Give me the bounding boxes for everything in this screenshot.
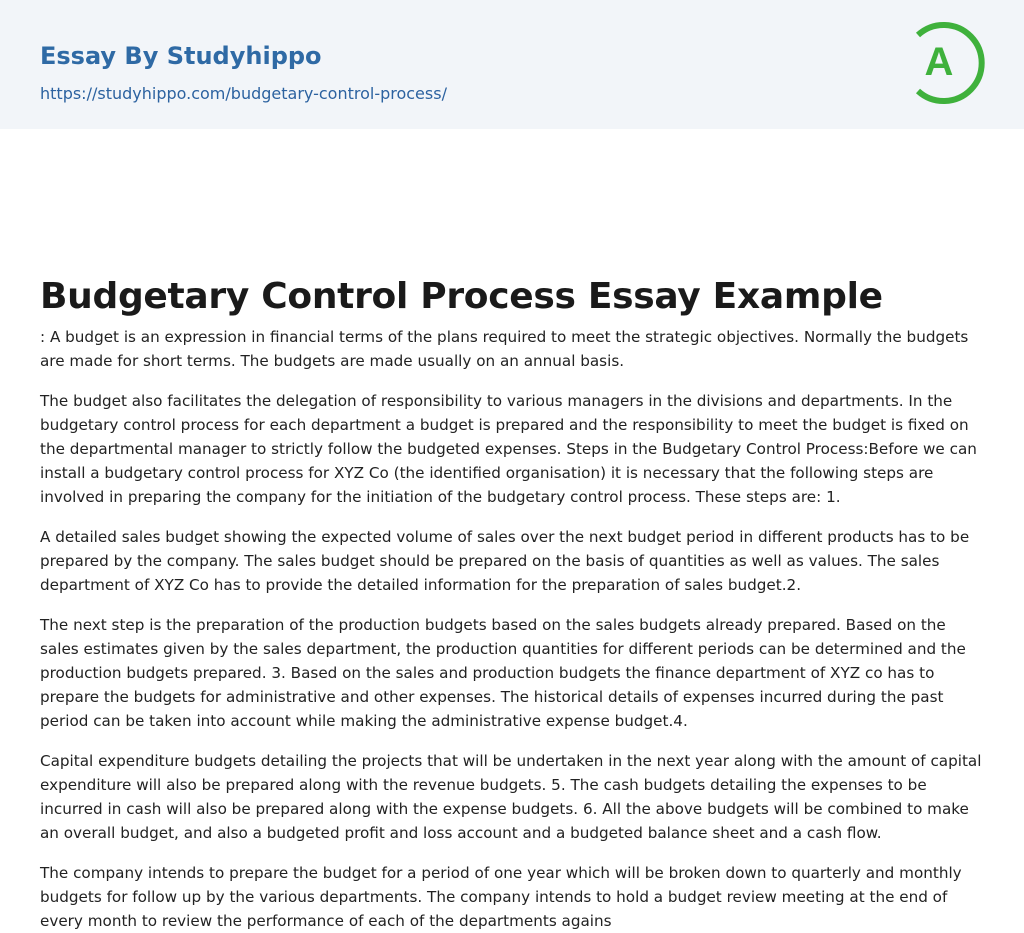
essay-paragraph: Capital expenditure budgets detailing the projects that will be undertaken in the next year along with the amount of capital expenditure will also be prepared along with the revenue budgets. 5. The cash budgets detailing the expenses to be incurred in cash will also be prepared along with the expense budgets. 6. All the above budgets will be combined to make an overall budget, and also a budgeted profit and loss account and a budgeted balance sheet and a cash flow. — [40, 752, 982, 842]
site-header — [0, 0, 1024, 129]
essay-paragraph: The company intends to prepare the budget for a period of one year which will be broken down to quarterly and monthly budgets for follow up by the various departments. The company intends to hold a budget review meeting at the end of every month to review the performance of each of the departments agains — [40, 864, 962, 930]
essay-paragraph: : A budget is an expression in financial terms of the plans required to meet the strategic objectives. Normally the budgets are made for short terms. The budgets are made usually on an annual basis. — [40, 328, 969, 370]
essay-body — [40, 325, 984, 933]
page-url-link[interactable]: https://studyhippo.com/budgetary-control-process/ — [40, 84, 447, 103]
brand-title[interactable]: Essay By Studyhippo — [40, 42, 322, 70]
logo-letter: A — [924, 40, 954, 84]
essay-paragraph: The next step is the preparation of the production budgets based on the sales budgets already prepared. Based on the sales estimates given by the sales department, the production quantities for different periods can be determined and the production budgets prepared. 3. Based on the sales and production budgets the finance department of XYZ co has to prepare the budgets for administrative and other expenses. The historical details of expenses incurred during the past period can be taken into account while making the administrative expense budget.4. — [40, 616, 966, 730]
essay-paragraph: The budget also facilitates the delegation of responsibility to various managers in the divisions and departments. In the budgetary control process for each department a budget is prepared and the responsibility to meet the budget is fixed on the departmental manager to strictly follow the budgeted expenses. Steps in the Budgetary Control Process:Before we can install a budgetary control process for XYZ Co (the identified organisation) it is necessary that the following steps are involved in preparing the company for the initiation of the budgetary control process. These steps are: 1. — [40, 392, 977, 506]
article — [0, 129, 1024, 933]
essay-paragraph: A detailed sales budget showing the expected volume of sales over the next budget period in different products has to be prepared by the company. The sales budget should be prepared on the basis of quantities as well as values. The sales department of XYZ Co has to provide the detailed information for the preparation of sales budget.2. — [40, 528, 970, 594]
article-title: Budgetary Control Process Essay Example — [40, 276, 883, 317]
studyhippo-logo-icon[interactable] — [910, 18, 990, 108]
